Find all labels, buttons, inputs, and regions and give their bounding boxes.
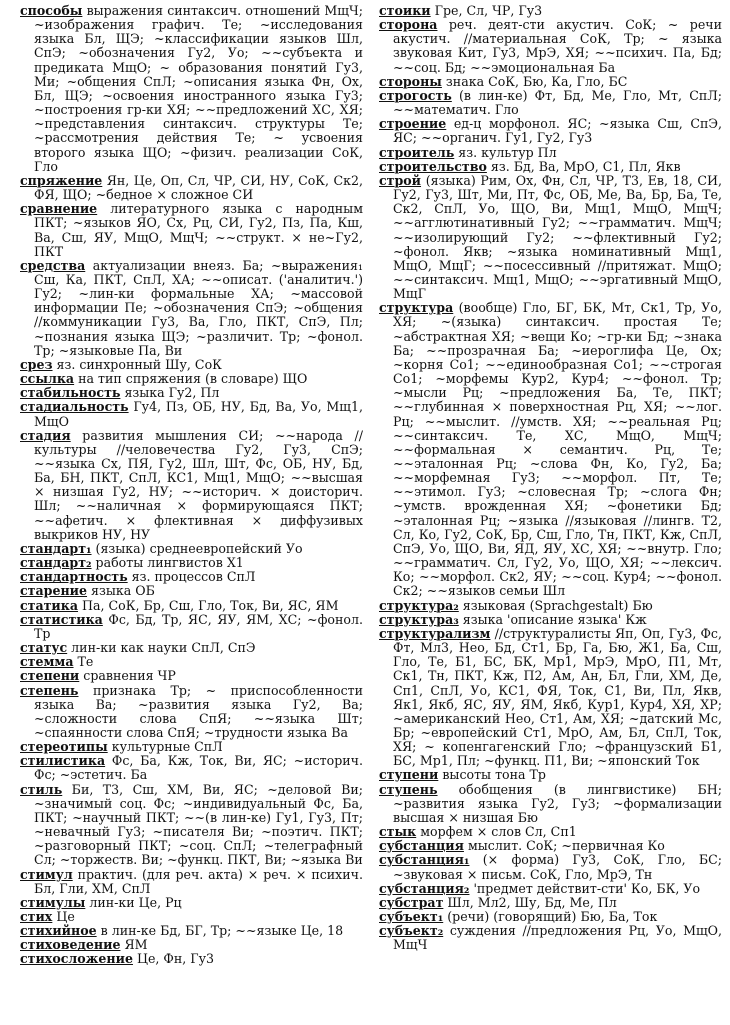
entry-body: литературного языка с народным ПКТ; ~языков ЯО, Сх, Рц, СИ, Гу2, Пз, Па, Кш, Ва, Сш, ЯУ, МщО, МщЧ; ~~структ. × не~Гу2, ПКТ xyxy=(34,201,363,259)
entry-body: Па, СоК, Бр, Сш, Гло, Ток, Ви, ЯС, ЯМ xyxy=(78,597,339,613)
entry-body: (языка) среднеевропейский Уо xyxy=(91,540,303,556)
entry-body: на тип спряжения (в словаре) ЩО xyxy=(74,371,308,387)
entry-body: культурные СпЛ xyxy=(107,739,223,755)
dictionary-entry xyxy=(20,542,363,556)
entry-headword: структура₃ xyxy=(379,611,459,627)
entry-body: Гу4, Пз, ОБ, НУ, Бд, Ва, Уо, Мщ1, МщО xyxy=(34,399,363,429)
dictionary-entry xyxy=(379,146,722,160)
entry-headword: субъект₂ xyxy=(379,923,444,939)
entry-body: языка ОБ xyxy=(87,583,155,599)
dictionary-entry xyxy=(20,754,363,782)
dictionary-entry xyxy=(20,386,363,400)
entry-headword: строгость xyxy=(379,87,452,103)
entry-body: признака Тр; ~ приспособленности языка Ва; ~развития языка Гу2, Ва; ~сложности слова СпЯ; ~~языка Шт; ~спаянности слова СпЯ; ~трудности языка Ва xyxy=(34,682,363,740)
entry-body: Фс, Бд, Тр, ЯС, ЯУ, ЯМ, ХС; ~фонол. Тр xyxy=(34,611,363,641)
entry-headword: сторона xyxy=(379,17,438,33)
entry-headword: стадиальность xyxy=(20,399,129,415)
entry-body: морфем × слов Сл, Сп1 xyxy=(416,824,577,840)
dictionary-entry xyxy=(20,584,363,598)
dictionary-entry xyxy=(20,952,363,966)
entry-body: Би, Т3, Сш, ХМ, Ви, ЯС; ~деловой Ви; ~значимый соц. Фс; ~индивидуальный Фс, Ба, ПКТ; ~научный ПКТ; ~~(в лин-ке) Гу1, Гу3, Пт; ~невачный Гу3; ~писателя Ви; ~поэтич. ПКТ; ~разговорный ПКТ; ~соц. СпЛ; ~телеграфный Сл; ~торжеств. Ви; ~функц. ПКТ, Ви; ~языка Ви xyxy=(34,781,363,868)
entry-headword: структура₂ xyxy=(379,597,459,613)
entry-headword: стемма xyxy=(20,654,74,670)
dictionary-entry xyxy=(379,825,722,839)
dictionary-entry xyxy=(379,910,722,924)
entry-body: Гре, Сл, ЧР, Гу3 xyxy=(430,4,543,18)
columns xyxy=(20,4,722,1025)
entry-headword: ступень xyxy=(379,781,438,797)
entry-body: высоты тона Тр xyxy=(438,767,546,783)
dictionary-entry xyxy=(379,599,722,613)
entry-body: обобщения (в лингвистике) БН; ~развития языка Гу2, Гу3; ~формализации высшая × низшая Бю xyxy=(393,781,722,825)
dictionary-entry xyxy=(20,924,363,938)
entry-headword: стимул xyxy=(20,866,73,882)
dictionary-entry xyxy=(379,783,722,825)
entry-headword: старение xyxy=(20,583,88,599)
entry-headword: средства xyxy=(20,257,86,273)
entry-headword: стабильность xyxy=(20,385,121,401)
entry-body: в лин-ке Бд, БГ, Тр; ~~языке Це, 18 xyxy=(96,923,344,939)
entry-headword: структура xyxy=(379,300,454,316)
entry-body: Те xyxy=(73,654,94,670)
entry-headword: стандарт₂ xyxy=(20,555,92,571)
dictionary-entry xyxy=(20,570,363,584)
dictionary-entry xyxy=(20,896,363,910)
entry-body: (вообще) Гло, БГ, БК, Мт, Ск1, Тр, Уо, ХЯ; ~(языка) синтаксич. простая Те; ~абстрактная ХЯ; ~вещи Ко; ~гр-ки Бд; ~знака Ба; ~~прозрачная Ба; ~иероглифа Це, Ох; ~корня Со1; ~~единообразная Со1; ~~строгая Со1; ~морфемы Кур2, Кур4; ~~фонол. Тр; ~мысли Рц; ~предложения Ба, Те, ПКТ; ~~глубинная × поверхностная Рц, ХЯ; ~~лог. Рц; ~~мыслит. //умств. ХЯ; ~~реальная Рц; ~~синтаксич. Те, ХС, МщО, МщЧ; ~~формальная × семантич. Рц, Те; ~~эталонная Рц; ~слова Фн, Ко, Гу2, Ба; ~~морфемная Гу3; ~~морфол. Пт, Те; ~~этимол. Гу3; ~словесная Тр; ~слога Фн; ~умств. врожденная ХЯ; ~фонетики Бд; ~эталонная Рц; ~языка //языковая //лингв. Т2, Сл, Ко, Гу2, СоК, Бр, Сш, Гло, Тн, ПКТ, Кж, СпЛ, СпЭ, Уо, ЩО, Ви, ЯД, ЯУ, ХС, ХЯ; ~~внутр. Гло; ~~грамматич. Сл, Гу2, Уо, ЩО, ХЯ; ~~лексич. Ко; ~~морфол. Ск2, ЯУ; ~~соц. Кур4; ~~фонол. Ск2; ~~языков семьи Шл xyxy=(393,300,722,599)
dictionary-entry xyxy=(20,684,363,741)
entry-headword: субъект₁ xyxy=(379,909,444,924)
entry-headword: стиховедение xyxy=(20,937,121,953)
dictionary-entry xyxy=(20,372,363,386)
entry-headword: строение xyxy=(379,116,447,132)
entry-body: языковая (Sprachgestalt) Бю xyxy=(458,597,653,613)
entry-body: суждения //предложения Рц, Уо, МщО, МщЧ xyxy=(393,923,722,953)
entry-headword: спряжение xyxy=(20,172,103,188)
entry-body: ЯМ xyxy=(120,937,148,953)
entry-headword: стиль xyxy=(20,781,63,797)
entry-body: ед-ц морфонол. ЯС; ~языка Сш, СпЭ, ЯС; ~~органич. Гу1, Гу2, Гу3 xyxy=(393,116,722,146)
entry-body: Фс, Ба, Кж, Ток, Ви, ЯС; ~историч. Фс; ~эстетич. Ба xyxy=(34,753,363,783)
entry-headword: структурализм xyxy=(379,625,491,641)
dictionary-entry xyxy=(379,174,722,301)
entry-headword: способы xyxy=(20,4,83,18)
dictionary-entry xyxy=(379,853,722,881)
right-column xyxy=(379,4,722,1025)
entry-headword: строитель xyxy=(379,144,455,160)
dictionary-entry xyxy=(20,669,363,683)
dictionary-entry xyxy=(20,259,363,358)
dictionary-entry xyxy=(20,938,363,952)
entry-body: яз. синхронный Шу, СоК xyxy=(52,356,222,372)
left-column xyxy=(20,4,363,1025)
entry-headword: стилистика xyxy=(20,753,106,769)
dictionary-entry xyxy=(379,924,722,952)
dictionary-entry xyxy=(379,18,722,75)
entry-headword: субстрат xyxy=(379,894,444,910)
entry-headword: степень xyxy=(20,682,79,698)
entry-headword: строй xyxy=(379,172,422,188)
entry-headword: стереотипы xyxy=(20,739,108,755)
entry-headword: степени xyxy=(20,668,80,684)
entry-headword: срез xyxy=(20,356,53,372)
dictionary-entry xyxy=(20,740,363,754)
dictionary-entry xyxy=(20,174,363,202)
entry-body: (в лин-ке) Фт, Бд, Ме, Гло, Мт, СпЛ; ~~математич. Гло xyxy=(393,87,722,118)
entry-body: 'предмет действит-сти' Ко, БК, Уо xyxy=(469,880,701,896)
entry-body: сравнения ЧР xyxy=(79,668,176,684)
entry-headword: субстанция₁ xyxy=(379,852,470,868)
entry-headword: стих xyxy=(20,909,53,924)
dictionary-entry xyxy=(379,4,722,18)
entry-headword: статус xyxy=(20,640,68,656)
entry-body: реч. деят-сти акустич. СоК; ~ речи акустич. //материальная СоК, Тр; ~ языка звуковая Кит, Гу3, МрЭ, ХЯ; ~~психич. Па, Бд; ~~соц. Бд; ~~эмоциональная Ба xyxy=(393,17,722,75)
dictionary-entry xyxy=(20,613,363,641)
entry-headword: стихийное xyxy=(20,923,97,939)
dictionary-entry xyxy=(379,160,722,174)
entry-body: работы лингвистов Х1 xyxy=(91,555,244,571)
entry-headword: стандарт₁ xyxy=(20,540,92,556)
entry-body: Шл, Мл2, Шу, Бд, Ме, Пл xyxy=(443,894,617,910)
entry-body: яз. культур Пл xyxy=(454,144,557,160)
entry-body: выражения синтаксич. отношений МщЧ; ~изображения графич. Те; ~исследования языка Бл, ЩЭ; ~классификации языков Шл, СпЭ; ~обозначения Гу2, Уо; ~~субъекта и предиката МщО; ~ образования понятий Гу3, Ми; ~общения СпЛ; ~описания языка Фн, Ох, Бл, ЩЭ; ~освоения иностранного языка Гу3; ~построения гр-ки ХЯ; ~~предложений ХС, ХЯ; ~представления синтаксич. структуры Те; ~рассмотрения действия Те; ~ усвоения второго языка ЩО; ~физич. реализации СоК, Гло xyxy=(34,4,363,174)
entry-headword: стимулы xyxy=(20,894,86,910)
entry-headword: стоики xyxy=(379,4,431,18)
dictionary-entry xyxy=(20,556,363,570)
entry-body: (языка) Рим, Ох, Фн, Сл, ЧР, Т3, Ев, 18, СИ, Гу2, Гу3, Шт, Ми, Пт, Фс, ОБ, Ме, Ва, Бр, Ба, Те, Ск2, СпЛ, Уо, ЩО, Ви, Мщ1, МщО, МщЧ; ~~агглютинативный Гу2; ~~грамматич. МщЧ; ~~изолирующий Гу2; ~~флективный Гу2; ~фонол. Якв; ~языка номинативный Мщ1, МщО, МщГ; ~~посессивный //притяжат. МщО; ~~синтаксич. Мщ1, МщО; ~~эргативный МщО, МщГ xyxy=(393,172,722,302)
dictionary-entry xyxy=(20,910,363,924)
entry-body: языка Гу2, Пл xyxy=(120,385,220,401)
dictionary-entry xyxy=(20,868,363,896)
dictionary-entry xyxy=(20,4,363,174)
entry-body: развития мышления СИ; ~~народа //культуры //человечества Гу2, Гу3, СпЭ; ~~языка Сх, ПЯ, Гу2, Шл, Шт, Фс, ОБ, НУ, Бд, Ба, БН, ПКТ, СпЛ, КС1, Мщ1, МщО; ~~высшая × низшая Гу2, НУ; ~~историч. × доисторич. Шл; ~~наличная × формирующаяся ПКТ; ~~афетич. × флективная × диффузивых выкриков НУ, НУ xyxy=(34,427,363,542)
dictionary-entry xyxy=(379,301,722,598)
dictionary-entry xyxy=(379,627,722,769)
dictionary-entry xyxy=(379,117,722,145)
entry-body: лин-ки Це, Рц xyxy=(85,894,182,910)
dictionary-entry xyxy=(20,641,363,655)
dictionary-entry xyxy=(379,613,722,627)
dictionary-entry xyxy=(379,75,722,89)
entry-headword: стадия xyxy=(20,427,71,443)
entry-body: актуализации внеяз. Ба; ~выражения₁ Сш, Ка, ПКТ, СпЛ, ХА; ~~описат. ('аналитич.') Гу2; ~лин-ки формальные ХА; ~массовой информации Пе; ~обозначения СпЭ; ~общения //коммуникации Гу3, Ва, Гло, ПКТ, СпЭ, Пл; ~познания языка ЩЭ; ~различит. Тр; ~фонол. Тр; ~языковые Па, Ви xyxy=(34,257,363,358)
dictionary-entry xyxy=(379,839,722,853)
entry-body: Це xyxy=(52,909,75,924)
entry-body: яз. Бд, Ва, МрО, С1, Пл, Якв xyxy=(486,158,681,174)
entry-body: практич. (для реч. акта) × реч. × психич. Бл, Гли, ХМ, СпЛ xyxy=(34,866,363,896)
entry-headword: ступени xyxy=(379,767,439,783)
entry-body: мыслит. СоК; ~первичная Ко xyxy=(463,838,665,854)
dictionary-entry xyxy=(20,202,363,259)
entry-body: яз. процессов СпЛ xyxy=(127,569,256,585)
entry-headword: сравнение xyxy=(20,201,98,217)
entry-headword: стык xyxy=(379,824,417,840)
entry-headword: субстанция₂ xyxy=(379,880,470,896)
entry-body: лин-ки как науки СпЛ, СпЭ xyxy=(67,640,256,656)
entry-body: Це, Фн, Гу3 xyxy=(132,951,215,967)
dictionary-entry xyxy=(20,783,363,868)
dictionary-entry xyxy=(379,768,722,782)
dictionary-entry xyxy=(379,896,722,910)
entry-body: (речи) (говорящий) Бю, Ба, Ток xyxy=(443,909,658,924)
dictionary-entry xyxy=(20,358,363,372)
dictionary-entry xyxy=(379,882,722,896)
entry-headword: статика xyxy=(20,597,79,613)
dictionary-entry xyxy=(379,89,722,117)
entry-headword: ссылка xyxy=(20,371,75,387)
entry-headword: стандартность xyxy=(20,569,128,585)
dictionary-entry xyxy=(20,429,363,542)
entry-headword: стороны xyxy=(379,73,442,89)
entry-body: языка 'описание языка' Кж xyxy=(458,611,647,627)
dictionary-entry xyxy=(20,655,363,669)
entry-headword: строительство xyxy=(379,158,487,174)
entry-body: Ян, Це, Оп, Сл, ЧР, СИ, НУ, СоК, Ск2, ФЯ, ЩО; ~бедное × сложное СИ xyxy=(34,172,363,203)
entry-body: //структуралисты Яп, Оп, Гу3, Фс, Фт, Мл3, Нео, Бд, Ст1, Бр, Га, Бю, Ж1, Ба, Сш, Гло, Те, Б1, БС, БК, Мр1, МрЭ, МрО, П1, Мт, Ск1, Тн, ПКТ, Кж, П2, Ам, Ан, Бл, Гли, ХМ, Де, Сп1, СпЛ, Уо, КС1, ФЯ, Ток, С1, Ви, Пл, Якв, Як1, Якб, ЯС, ЯУ, ЯМ, Якб, Кур1, Кур4, ХЯ, ХР; ~американский Нео, Ст1, Ам, ХЯ; ~датский Мс, Бр; ~европейский Ст1, МрО, Ам, Бл, СпЛ, Ток, ХЯ; ~ копенгагенский Гло; ~французский Б1, БС, Мр1, Пл; ~функц. П1, Ви; ~японский Ток xyxy=(393,625,722,769)
dictionary-entry xyxy=(20,400,363,428)
entry-body: (× форма) Гу3, СоК, Гло, БС; ~звуковая × письм. СоК, Гло, МрЭ, Тн xyxy=(393,852,722,882)
entry-headword: субстанция xyxy=(379,838,464,854)
dictionary-entry xyxy=(20,599,363,613)
entry-body: знака СоК, Бю, Ка, Гло, БС xyxy=(441,73,628,89)
entry-headword: стихосложение xyxy=(20,951,133,967)
entry-headword: статистика xyxy=(20,611,103,627)
